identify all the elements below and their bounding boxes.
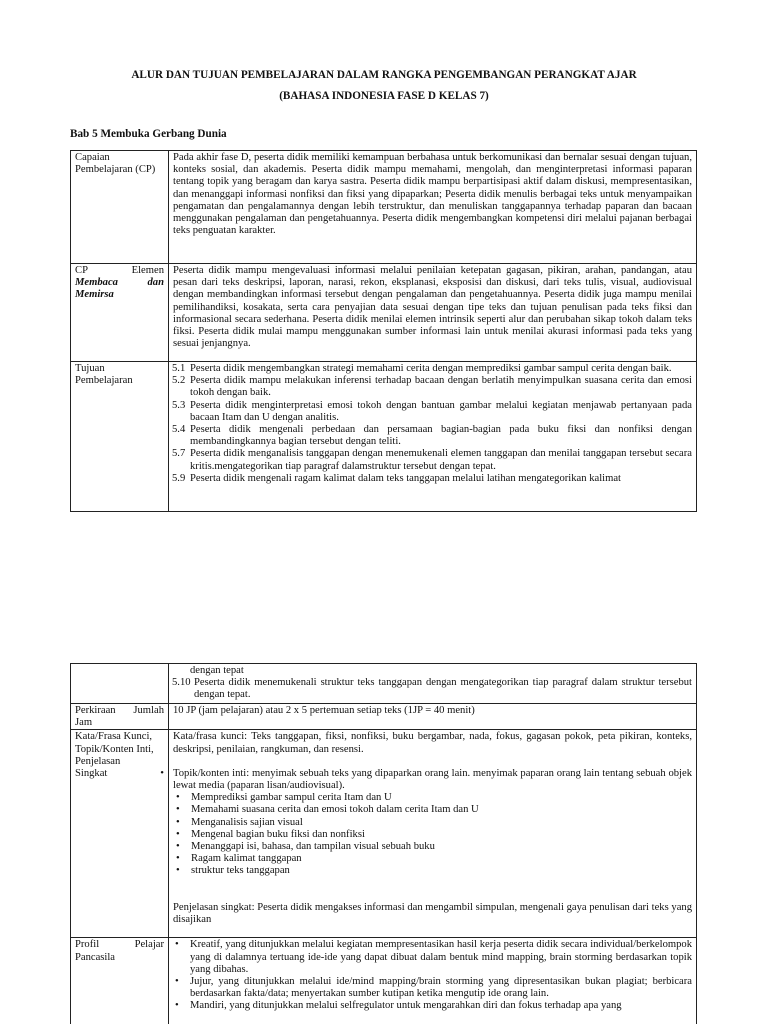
- list-item: • Menanggapi isi, bahasa, dan tampilan visual sebuah buku: [173, 841, 692, 853]
- profil-label-line-1: Profil Pelajar: [75, 939, 164, 951]
- chapter-heading: Bab 5 Membuka Gerbang Dunia: [70, 128, 227, 140]
- kata-label-cell: [71, 730, 169, 938]
- cp-elemen-text-cell: [169, 264, 697, 362]
- profil-list-cell: [169, 938, 697, 1024]
- list-item: • Menganalisis sajian visual: [173, 817, 692, 829]
- table-row-tujuan: [71, 362, 697, 512]
- kata-label-line-4: Singkat •: [75, 768, 164, 780]
- tujuan-cont-cell: [169, 664, 697, 704]
- learning-plan-table-2: [70, 663, 697, 1024]
- kata-text-cell: [169, 730, 697, 938]
- document-title-line-2: (BAHASA INDONESIA FASE D KELAS 7): [279, 90, 489, 102]
- kata-label-line-3: Penjelasan: [75, 755, 121, 767]
- cp-label: Capaian Pembelajaran (CP): [75, 152, 156, 176]
- table-row-jam: [71, 704, 697, 730]
- jam-label-cell: [71, 704, 169, 730]
- profil-label-line-2: Pancasila: [75, 951, 116, 963]
- profil-bullet-list: [172, 939, 692, 1024]
- topik-bullet-list: [173, 792, 692, 877]
- table-row-cp: [71, 151, 697, 264]
- cp-elemen-label-line-2: Membaca dan: [75, 277, 164, 289]
- list-item: • Mengenal bagian buku fiksi dan nonfiksi: [173, 829, 692, 841]
- cp-elemen-label-cell: [71, 264, 169, 362]
- topik-text: Topik/konten inti: menyimak sebuah teks yang dipaparkan orang lain. menyimak paparan orang lain tentang sebuah objek lewat media (paparan lisan/audiovisual).: [173, 767, 692, 792]
- list-item: • Memprediksi gambar sampul cerita Itam dan U: [173, 792, 692, 804]
- kata-text: Kata/frasa kunci: Teks tanggapan, fiksi, nonfiksi, buku bergambar, nada, fokus, gagasan pokok, peta pikiran, konteks, deskripsi, penilaian, rangkuman, dan resensi.: [173, 731, 692, 755]
- list-item: • struktur teks tanggapan: [173, 865, 692, 877]
- bullet-glyph: •: [160, 768, 164, 780]
- jam-label-line-2: Jam: [75, 717, 93, 729]
- document-title-line-1: ALUR DAN TUJUAN PEMBELAJARAN DALAM RANGKA PENGEMBANGAN PERANGKAT AJAR: [131, 69, 637, 81]
- cp-elemen-label-line-3: Memirsa: [75, 289, 114, 301]
- table-row-cp-elemen: [71, 264, 697, 362]
- table-row-kata-kunci: [71, 730, 697, 938]
- list-item: • Ragam kalimat tanggapan: [173, 853, 692, 865]
- list-item: 5.1 Peserta didik mengembangkan strategi memahami cerita dengan memprediksi gambar sampul cerita dengan baik.: [172, 363, 672, 374]
- cp-label-cell: [71, 151, 169, 264]
- cp-elemen-text: Peserta didik mampu mengevaluasi informasi melalui penilaian ketepatan gagasan, pikiran, arahan, pandangan, atau pesan dari teks deskripsi, laporan, narasi, rekon, eksplanasi, eksposisi dan diskusi, dari teks tulis, visual, audiovisual dengan membandingkan informasi tersebut dengan pengalaman dan pengetahuannya. Peserta didik juga mampu menilai pemilihandiksi, kosakata, serta cara penyajian data sesuai dengan tipe teks dan tujuan penulisan pada teks fiksi dan informasional secara sederhana. Peserta didik menilai elemen intrinsik seperti alur dan perubahan sikap tokoh dalam teks fiksi. Peserta didik mulai mampu menggunakan sumber informasi lain untuk menilai akurasi informasi pada teks yang sesuai jenjangnya.: [173, 265, 692, 350]
- list-item: 5.3 Peserta didik menginterpretasi emosi tokoh dengan bantuan gambar melalui kegiatan menjawab pertanyaan pada bacaan Itam dan U dengan analitis.: [172, 399, 692, 423]
- list-item: 5.2 Peserta didik mampu melakukan inferensi terhadap bacaan dengan berlatih menyimpulkan suasana cerita dan emosi tokoh dengan baik.: [172, 375, 692, 399]
- cp-text-cell: [169, 151, 697, 264]
- list-item: 5.10 Peserta didik menemukenali struktur teks tanggapan dengan mengategorikan tiap paragraf dalam struktur tersebut dengan tepat.: [172, 677, 692, 701]
- jam-label-line-1: Perkiraan Jumlah: [75, 705, 164, 716]
- tujuan-label: Tujuan Pembelajaran: [75, 363, 133, 387]
- tujuan-label-cell: [71, 362, 169, 512]
- penjelasan-text: Penjelasan singkat: Peserta didik mengakses informasi dan mengambil simpulan, mengenali gaya penulisan dari teks yang disajikan: [173, 901, 692, 925]
- list-item: • Jujur, yang ditunjukkan melalui ide/mind mapping/brain storming yang dipresentasikan bukan plagiat; berbicara berdasarkan fakta/data; menyertakan sumber kutipan ketika mengutip ide orang lain.: [172, 976, 692, 1000]
- list-item: 5.9 Peserta didik mengenali ragam kalimat dalam teks tanggapan melalui latihan mengategorikan kalimat: [172, 472, 621, 484]
- list-item: • Mandiri, yang ditunjukkan melalui selfregulator untuk mengarahkan diri dan fokus terhadap apa yang: [172, 1000, 692, 1012]
- kata-label-line-2: Topik/Konten Inti,: [75, 743, 154, 755]
- tujuan-cont-label-cell: [71, 664, 169, 704]
- tujuan-list-cell: [169, 362, 697, 512]
- list-item: • Memahami suasana cerita dan emosi tokoh dalam cerita Itam dan U: [173, 804, 692, 816]
- tujuan-list: [172, 363, 692, 509]
- list-item: • Kreatif, yang ditunjukkan melalui kegiatan mempresentasikan hasil kerja peserta didik secara individual/berkelompok yang di dalamnya tertuang ide-ide yang dapat dibuat dalam bentuk mind mapping, brain storming berdasarkan topik yang dibahas.: [172, 939, 692, 976]
- tujuan-cont-line: dengan tepat: [190, 665, 244, 676]
- kata-label-line-1: Kata/Frasa Kunci,: [75, 731, 153, 743]
- list-item: 5.4 Peserta didik mengenali perbedaan dan persamaan bagian-bagian pada buku fiksi dan nonfiksi dengan membandingkannya bagian tersebut dengan teliti.: [172, 424, 692, 448]
- jam-text-cell: [169, 704, 697, 730]
- cp-elemen-label-line-1: CP Elemen: [75, 265, 164, 276]
- learning-plan-table-1: [70, 150, 697, 512]
- profil-label-cell: [71, 938, 169, 1024]
- table-row-tujuan-cont: [71, 664, 697, 704]
- table-row-profil: [71, 938, 697, 1024]
- cp-text: Pada akhir fase D, peserta didik memiliki kemampuan berbahasa untuk berkomunikasi dan bernalar sesuai dengan tujuan, konteks sosial, dan akademis. Peserta didik mampu memahami, mengolah, dan menginterpretasi informasi paparan tentang topik yang beragam dan karya sastra. Peserta didik mampu berpartisipasi aktif dalam diskusi, mempresentasikan, dan menanggapi informasi nonfiksi dan fiksi yang dipaparkan; Peserta didik menulis berbagai teks untuk menyampaikan pengamatan dan pengalamannya dengan lebih terstruktur, dan menuliskan tanggapannya terhadap paparan dan bacaan menggunakan pengalaman dan pengetahuannya. Peserta didik mengembangkan kompetensi diri melalui pajanan berbagai teks penguatan karakter.: [173, 152, 692, 237]
- jam-text: 10 JP (jam pelajaran) atau 2 x 5 pertemuan setiap teks (1JP = 40 menit): [173, 705, 475, 716]
- list-item: 5.7 Peserta didik menganalisis tanggapan dengan menemukenali elemen tanggapan dan menilai tanggapan tersebut secara kritis.mengategorikan tiap paragraf dalamstruktur tersebut dengan tepat.: [172, 448, 692, 472]
